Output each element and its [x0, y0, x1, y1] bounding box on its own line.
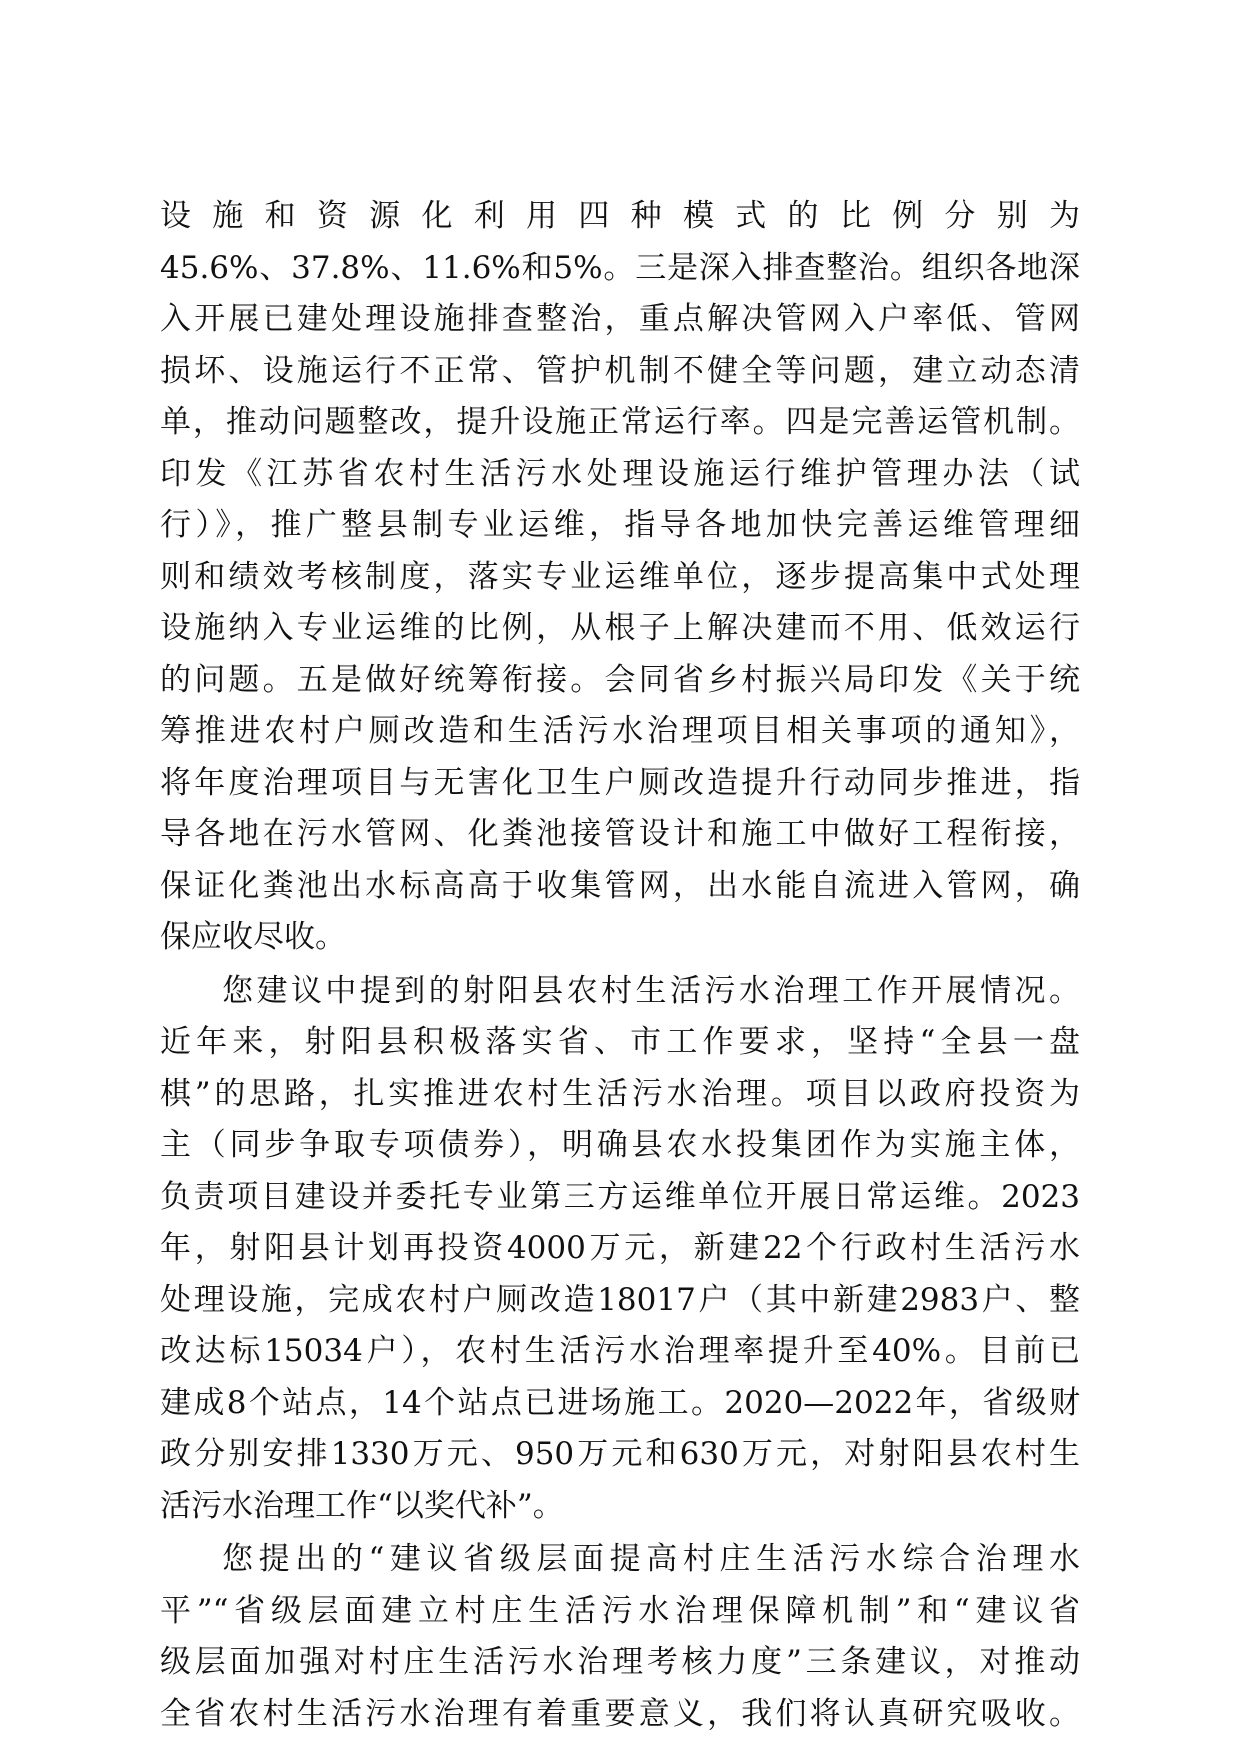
paragraph-line: 建成8个站点，14个站点已进场施工。2020—2022年，省级财 — [160, 1384, 1080, 1421]
paragraph-line: 印发《江苏省农村生活污水处理设施运行维护管理办法（试 — [160, 455, 1080, 492]
paragraph-line: 则和绩效考核制度，落实专业运维单位，逐步提高集中式处理 — [160, 558, 1080, 595]
paragraph-line: 行）》，推广整县制专业运维，指导各地加快完善运维管理细 — [160, 507, 1080, 543]
paragraph-2 — [160, 969, 1080, 1528]
paragraph-line: 处理设施，完成农村户厕改造18017户（其中新建2983户、整 — [160, 1281, 1080, 1318]
paragraph-line: 设施纳入专业运维的比例，从根子上解决建而不用、低效运行 — [160, 610, 1080, 646]
paragraph-line: 棋”的思路，扎实推进农村生活污水治理。项目以政府投资为 — [160, 1075, 1080, 1112]
paragraph-line: 主（同步争取专项债券），明确县农水投集团作为实施主体， — [160, 1127, 1080, 1163]
paragraph-line: 改达标15034户），农村生活污水治理率提升至40%。目前已 — [160, 1333, 1080, 1369]
paragraph-line: 入开展已建处理设施排查整治，重点解决管网入户率低、管网 — [160, 301, 1080, 337]
paragraph-line: 全省农村生活污水治理有着重要意义，我们将认真研究吸收。 — [160, 1695, 1080, 1732]
paragraph-line: 您提出的“建议省级层面提高村庄生活污水综合治理水 — [222, 1541, 1080, 1577]
paragraph-line: 活污水治理工作“以奖代补”。 — [160, 1487, 564, 1524]
paragraph-1 — [160, 194, 1080, 959]
paragraph-line: 年，射阳县计划再投资4000万元，新建22个行政村生活污水 — [160, 1230, 1080, 1266]
paragraph-line: 45.6%、37.8%、11.6%和5%。三是深入排查整治。组织各地深 — [160, 249, 1080, 286]
paragraph-line: 您建议中提到的射阳县农村生活污水治理工作开展情况。 — [222, 972, 1080, 1009]
paragraph-line: 的问题。五是做好统筹衔接。会同省乡村振兴局印发《关于统 — [160, 661, 1080, 698]
document-body — [160, 194, 1080, 1743]
paragraph-3 — [160, 1537, 1080, 1736]
paragraph-line: 政分别安排1330万元、950万元和630万元，对射阳县农村生 — [160, 1436, 1080, 1472]
paragraph-line: 近年来，射阳县积极落实省、市工作要求，坚持“全县一盘 — [160, 1024, 1080, 1060]
paragraph-line: 单，推动问题整改，提升设施正常运行率。四是完善运管机制。 — [160, 404, 1080, 440]
paragraph-line: 将年度治理项目与无害化卫生户厕改造提升行动同步推进，指 — [160, 764, 1080, 801]
paragraph-line: 设施和资源化利用四种模式的比例分别为 — [160, 198, 1080, 234]
paragraph-line: 导各地在污水管网、化粪池接管设计和施工中做好工程衔接， — [160, 816, 1080, 852]
paragraph-line: 损坏、设施运行不正常、管护机制不健全等问题，建立动态清 — [160, 352, 1080, 389]
paragraph-line: 级层面加强对村庄生活污水治理考核力度”三条建议，对推动 — [160, 1644, 1080, 1680]
paragraph-line: 负责项目建设并委托专业第三方运维单位开展日常运维。2023 — [160, 1178, 1080, 1215]
paragraph-line: 平”“省级层面建立村庄生活污水治理保障机制”和“建议省 — [160, 1592, 1080, 1629]
paragraph-line: 筹推进农村户厕改造和生活污水治理项目相关事项的通知》， — [160, 713, 1080, 749]
paragraph-line: 保应收尽收。 — [160, 919, 346, 955]
paragraph-line: 保证化粪池出水标高高于收集管网，出水能自流进入管网，确 — [160, 867, 1080, 904]
